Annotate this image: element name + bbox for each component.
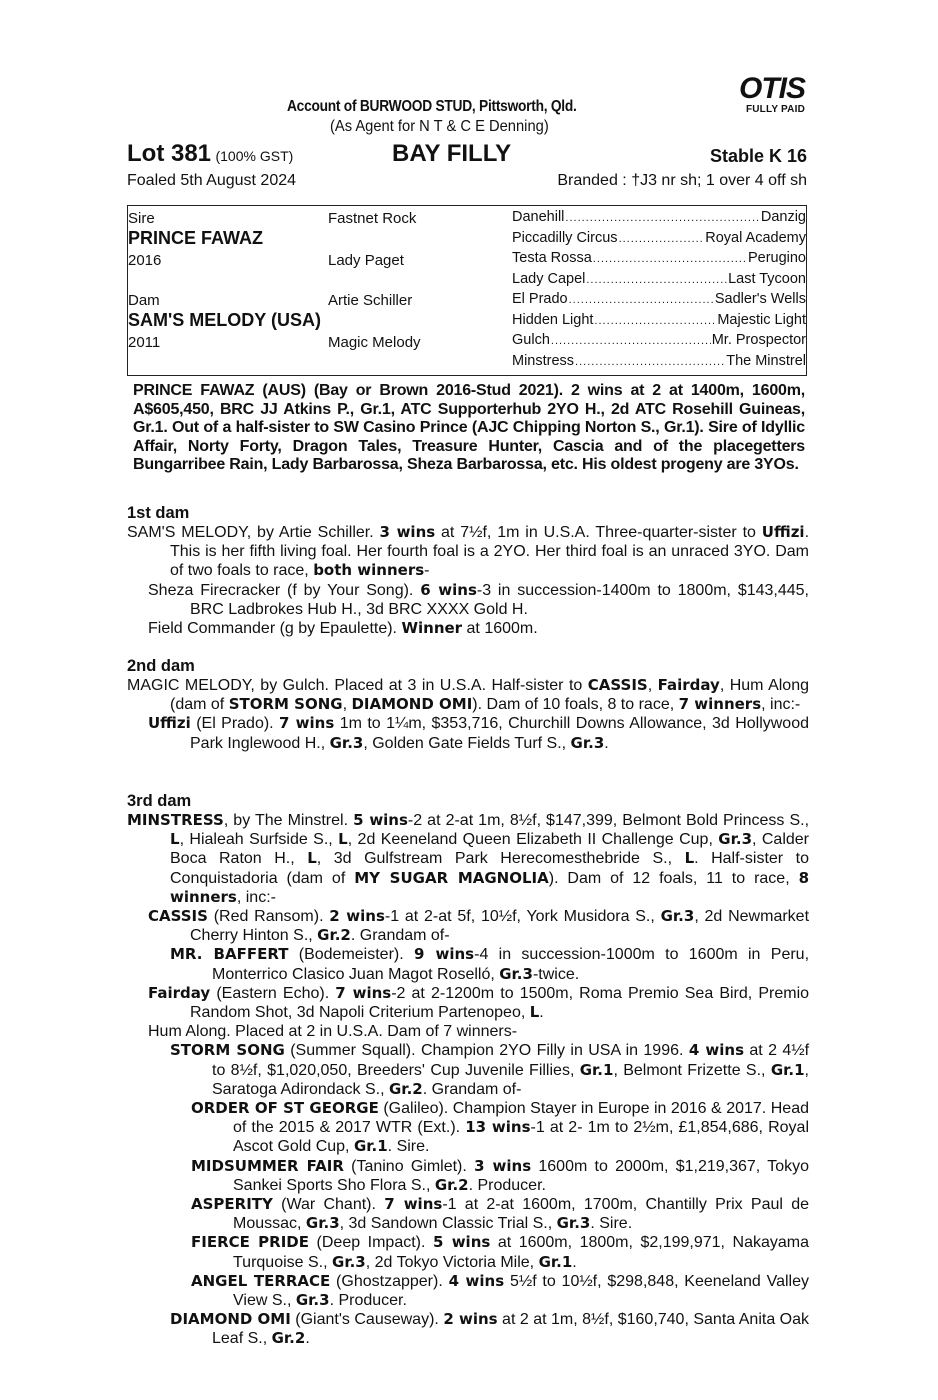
bold-run: 5 wins xyxy=(432,1233,491,1252)
bold-run: ASPERITY xyxy=(191,1195,273,1214)
bold-run: STORM SONG xyxy=(170,1041,285,1060)
bold-run: DIAMOND OMI xyxy=(351,695,473,714)
ancestor-row xyxy=(512,330,806,351)
bold-run: 3 wins xyxy=(379,523,436,541)
text-run: , inc:- xyxy=(761,696,801,714)
text-run: . Grandam of- xyxy=(350,927,450,945)
bold-run: MY SUGAR MAGNOLIA xyxy=(354,868,549,887)
text-run: Field Commander (g by Epaulette). xyxy=(148,620,402,638)
ancestor-row xyxy=(512,289,806,310)
text-run: at 1600m. xyxy=(462,620,538,638)
section-heading: 3rd dam xyxy=(127,792,192,810)
bold-run: Gr.3 xyxy=(570,733,605,752)
text-run: , 3d Sandown Classic Trial S., xyxy=(339,1215,557,1233)
sire-dam: Lady Paget xyxy=(328,252,404,269)
text-run: . This is her fifth living foal. Her fourth foal is a 2YO. Her third foal is an unraced 3YO. Dam of two foals to race, xyxy=(170,524,810,580)
dam-sire: Artie Schiller xyxy=(328,292,413,309)
ancestor-left: Danehill xyxy=(512,209,565,226)
bold-run: 7 winners xyxy=(678,695,762,714)
text-run: ). Dam of 12 foals, 11 to race, xyxy=(548,869,799,887)
bold-run: MIDSUMMER FAIR xyxy=(191,1156,344,1175)
ancestor-left: Testa Rossa xyxy=(512,250,592,267)
bold-run: L xyxy=(529,1003,540,1022)
pedigree-table xyxy=(127,205,807,376)
bold-run: Gr.1 xyxy=(353,1137,388,1156)
bold-run: MR. BAFFERT xyxy=(170,945,289,964)
progeny-entry xyxy=(127,1099,809,1157)
bold-run: 2 wins xyxy=(443,1310,498,1329)
ancestor-right: Perugino xyxy=(747,250,806,267)
ancestor-left: Lady Capel xyxy=(512,270,586,287)
dam-year: 2011 xyxy=(128,334,161,351)
text-run: , 2d Keeneland Queen Elizabeth II Challenge Cup, xyxy=(347,831,719,849)
bold-run: 2 wins xyxy=(329,907,385,926)
dam-entry xyxy=(127,811,809,907)
text-run: (Eastern Echo). xyxy=(210,984,336,1002)
bold-run: 4 wins xyxy=(448,1271,505,1290)
ancestor-row xyxy=(512,248,806,269)
text-run: (Giant's Causeway). xyxy=(290,1311,444,1329)
ancestor-right: Majestic Light xyxy=(717,311,806,328)
text-run: Sheza Firecracker (f by Your Song). xyxy=(148,581,421,599)
bold-run: DIAMOND OMI xyxy=(170,1310,291,1329)
dam-name: SAM'S MELODY (USA) xyxy=(128,310,321,330)
bold-run: STORM SONG xyxy=(228,695,343,714)
text-run: , 2d Tokyo Victoria Mile, xyxy=(365,1253,539,1271)
text-run: 1m to 1¼m, $353,716, Churchill Downs Allowance, 3d Hollywood Park Inglewood H., xyxy=(190,715,810,752)
ancestor-list xyxy=(512,207,806,371)
text-run: at 7½f, 1m in U.S.A. Three-quarter-sister to xyxy=(435,524,762,541)
otis-logo xyxy=(721,74,805,118)
foaled-date: Foaled 5th August 2024 xyxy=(127,172,297,189)
dam-entry xyxy=(127,676,809,714)
text-run: . Half-sister to Conquistadoria (dam of xyxy=(170,850,809,887)
otis-brand-icon: OTIS xyxy=(738,72,805,105)
text-run: -2 at 2-at 1m, 8½f, $147,399, Belmont Bold Princess S., xyxy=(407,812,810,829)
section-heading: 2nd dam xyxy=(127,657,195,675)
bold-run: 5 wins xyxy=(353,811,408,829)
text-run: at 1600m, 1800m, $2,199,971, Nakayama Turquoise S., xyxy=(233,1234,809,1271)
fully-paid-label: FULLY PAID xyxy=(745,104,805,115)
text-run: 1600m to 2000m, $1,219,367, Tokyo Sankei Sports Sho Flora S., xyxy=(233,1157,809,1194)
text-run: (Bodemeister). xyxy=(288,946,414,964)
text-run: , Golden Gate Fields Turf S., xyxy=(363,734,571,752)
text-run: (War Chant). xyxy=(272,1196,385,1214)
progeny-entry xyxy=(127,1272,809,1310)
text-run: . xyxy=(604,734,609,752)
bold-run: L xyxy=(170,830,180,849)
text-run: , Saratoga Adirondack S., xyxy=(212,1061,809,1098)
vendor-account: Account of BURWOOD STUD, Pittsworth, Qld. xyxy=(287,98,577,115)
bold-run: Gr.3 xyxy=(329,733,364,752)
ancestor-right: The Minstrel xyxy=(726,352,806,369)
ancestor-row xyxy=(512,207,806,228)
bold-run: Uffizi xyxy=(148,714,191,733)
third-dam-section xyxy=(127,792,809,1349)
text-run: . Grandam of- xyxy=(422,1080,522,1098)
bold-run: 13 wins xyxy=(465,1118,531,1137)
ancestor-left: Hidden Light xyxy=(512,311,594,328)
bold-run: Uffizi xyxy=(761,523,805,541)
bold-run: ORDER OF ST GEORGE xyxy=(191,1099,379,1118)
text-run: , Hum Along (dam of xyxy=(170,677,810,714)
bold-run: 7 wins xyxy=(335,983,392,1002)
text-run: -1 at 2-at 1600m, 1700m, Chantilly Prix Paul de Moussac, xyxy=(233,1196,810,1233)
sire-sire: Fastnet Rock xyxy=(328,210,417,227)
text-run: -twice. xyxy=(532,965,580,983)
progeny-entry xyxy=(127,1157,809,1195)
bold-run: Winner xyxy=(401,619,463,638)
lot-row xyxy=(127,140,807,168)
text-run: SAM'S MELODY, by Artie Schiller. xyxy=(127,524,380,541)
text-run: . Producer. xyxy=(329,1292,407,1310)
ancestor-row xyxy=(512,269,806,290)
bold-run: L xyxy=(338,830,348,849)
text-run: 5½f to 10½f, $298,848, Keeneland Valley View S., xyxy=(233,1272,809,1310)
progeny-entry xyxy=(127,1041,809,1099)
ancestor-left: Minstress xyxy=(512,352,575,369)
text-run: -3 in succession-1400m to 1800m, $143,445, BRC Ladbrokes Hub H., 3d BRC XXXX Gold H. xyxy=(190,581,809,618)
text-run: , 2d Newmarket Cherry Hinton S., xyxy=(190,908,810,945)
bold-run: FIERCE PRIDE xyxy=(191,1233,310,1252)
text-run: - xyxy=(424,562,430,580)
ancestor-left: Gulch xyxy=(512,332,550,349)
bold-run: both winners xyxy=(313,561,425,580)
text-run: , inc:- xyxy=(236,888,276,906)
text-run: MAGIC MELODY, by Gulch. Placed at 3 in U.S.A. Half-sister to xyxy=(127,677,588,694)
text-run: (Galileo). Champion Stayer in Europe in 2016 & 2017. Head of the 2015 & 2017 WTR (Ext.). xyxy=(233,1100,809,1137)
bold-run: 7 wins xyxy=(279,714,335,733)
dam-entry xyxy=(127,523,809,581)
text-run: , 3d Gulfstream Park Herecomesthebride S., xyxy=(316,850,685,868)
bold-run: Gr.1 xyxy=(770,1060,805,1079)
dam-label: Dam xyxy=(128,292,160,309)
progeny-entry xyxy=(127,1233,809,1271)
dam-dam: Magic Melody xyxy=(328,334,421,351)
bold-run: 8 winners xyxy=(170,868,809,906)
progeny-entry xyxy=(127,945,809,983)
gst-note: (100% GST) xyxy=(215,148,294,164)
bold-run: Gr.1 xyxy=(579,1060,614,1079)
text-run: Hum Along. Placed at 2 in U.S.A. Dam of 7 winners- xyxy=(148,1023,518,1041)
bold-run: Gr.3 xyxy=(660,907,695,926)
sire-label: Sire xyxy=(128,210,155,227)
bold-run: 6 wins xyxy=(420,580,477,599)
bold-run: ANGEL TERRACE xyxy=(191,1271,331,1290)
lot-number: Lot 381 xyxy=(127,140,212,167)
text-run: (El Prado). xyxy=(190,715,280,733)
progeny-entry xyxy=(127,1195,809,1233)
ancestor-right: Mr. Prospector xyxy=(711,332,806,349)
bold-run: Fairday xyxy=(148,983,211,1002)
bold-run: L xyxy=(307,849,317,868)
progeny-entry xyxy=(127,714,809,752)
bold-run: Gr.3 xyxy=(305,1214,340,1233)
bold-run: Gr.2 xyxy=(389,1079,423,1098)
sex-colour: BAY FILLY xyxy=(392,140,512,167)
bold-run: 9 wins xyxy=(413,945,475,964)
bold-run: L xyxy=(684,849,695,868)
text-run: . Sire. xyxy=(590,1215,633,1233)
text-run: -1 at 2- 1m to 2½m, £1,854,686, Royal Ascot Gold Cup, xyxy=(233,1119,810,1156)
text-run: . xyxy=(539,1004,544,1022)
bold-run: Gr.3 xyxy=(295,1291,330,1310)
brand-marks: Branded : †J3 nr sh; 1 over 4 off sh xyxy=(557,172,807,189)
progeny-entry xyxy=(127,907,809,945)
progeny-entry xyxy=(127,1310,809,1348)
bold-run: MINSTRESS xyxy=(127,811,224,829)
text-run: at 2 4½f to 8½f, $1,020,050, Breeders' Cup Juvenile Fillies, xyxy=(212,1042,810,1079)
bold-run: 7 wins xyxy=(384,1195,443,1214)
section-heading: 1st dam xyxy=(127,504,190,522)
text-run: . Sire. xyxy=(387,1138,430,1156)
text-run: -4 in succession-1000m to 1600m in Peru, Monterrico Clasico Juan Magot Roselló, xyxy=(212,946,810,983)
bold-run: Gr.3 xyxy=(332,1252,366,1271)
sire-summary: PRINCE FAWAZ (AUS) (Bay or Brown 2016-Stud 2021). 2 wins at 2 at 1400m, 1600m, A$605,450, BRC JJ Atkins P., Gr.1, ATC Supporterhub 2YO H., 2d ATC Rosehill Guineas, Gr.1. Out of a half-sister to SW Casino Prince (AJC Chipping Norton S., Gr.1). Sire of Idyllic Affair, Norty Forty, Dragon Tales, Treasure Hunter, Cascia and of the placegetters Bungarribee Rain, Lady Barbarossa, Sheza Barbarossa, etc. His oldest progeny are 3YOs. xyxy=(133,382,805,473)
text-run: -2 at 2-1200m to 1500m, Roma Premio Sea Bird, Premio Random Shot, 3d Napoli Criterium Partenopeo, xyxy=(190,984,810,1022)
second-dam-section xyxy=(127,657,809,753)
ancestor-right: Danzig xyxy=(760,209,806,226)
bold-run: Gr.3 xyxy=(718,830,753,849)
ancestor-right: Sadler's Wells xyxy=(714,291,806,308)
text-run: -1 at 2-at 5f, 10½f, York Musidora S., xyxy=(384,908,661,926)
ancestor-left: El Prado xyxy=(512,291,568,308)
text-run: . xyxy=(572,1253,577,1271)
bold-run: Gr.1 xyxy=(538,1252,573,1271)
progeny-entry xyxy=(127,1022,809,1041)
progeny-entry xyxy=(127,984,809,1022)
sire-name: PRINCE FAWAZ xyxy=(128,228,264,248)
bold-run: CASSIS xyxy=(587,676,648,694)
text-run: at 2 at 1m, 8½f, $160,740, Santa Anita Oak Leaf S., xyxy=(212,1311,810,1348)
bold-run: Gr.3 xyxy=(499,964,533,983)
sire-year: 2016 xyxy=(128,252,162,269)
text-run: , xyxy=(647,677,658,694)
bold-run: 3 wins xyxy=(474,1156,532,1175)
bold-run: Gr.3 xyxy=(556,1214,591,1233)
progeny-entry xyxy=(127,581,809,619)
text-run: . Producer. xyxy=(468,1176,546,1194)
bold-run: Gr.2 xyxy=(434,1175,469,1194)
text-run: . xyxy=(305,1330,310,1348)
bold-run: Gr.2 xyxy=(271,1329,306,1348)
vendor-agent: (As Agent for N T & C E Denning) xyxy=(330,118,549,135)
bold-run: CASSIS xyxy=(148,907,208,926)
ancestor-left: Piccadilly Circus xyxy=(512,229,618,246)
first-dam-section xyxy=(127,504,809,638)
text-run: , Hialeah Surfside S., xyxy=(179,831,339,849)
progeny-entry xyxy=(127,619,809,638)
bold-run: Gr.2 xyxy=(317,926,351,945)
text-run: , Calder Boca Raton H., xyxy=(170,831,809,868)
ancestor-right: Royal Academy xyxy=(705,229,806,246)
text-run: , by The Minstrel. xyxy=(223,812,354,829)
text-run: (Ghostzapper). xyxy=(330,1272,449,1290)
ancestor-row xyxy=(512,228,806,249)
bold-run: Fairday xyxy=(657,676,720,694)
text-run: (Summer Squall). Champion 2YO Filly in USA in 1996. xyxy=(284,1042,689,1060)
text-run: (Deep Impact). xyxy=(309,1234,433,1252)
ancestor-row xyxy=(512,310,806,331)
text-run: (Tanino Gimlet). xyxy=(343,1157,475,1175)
bold-run: 4 wins xyxy=(688,1041,744,1060)
text-run: (Red Ransom). xyxy=(207,908,330,926)
text-run: , xyxy=(342,696,352,714)
ancestor-row xyxy=(512,351,806,372)
foal-row xyxy=(127,172,807,190)
text-run: , Belmont Frizette S., xyxy=(613,1061,771,1079)
ancestor-right: Last Tycoon xyxy=(728,270,806,287)
stable-location: Stable K 16 xyxy=(709,146,807,166)
text-run: ). Dam of 10 foals, 8 to race, xyxy=(472,696,679,714)
